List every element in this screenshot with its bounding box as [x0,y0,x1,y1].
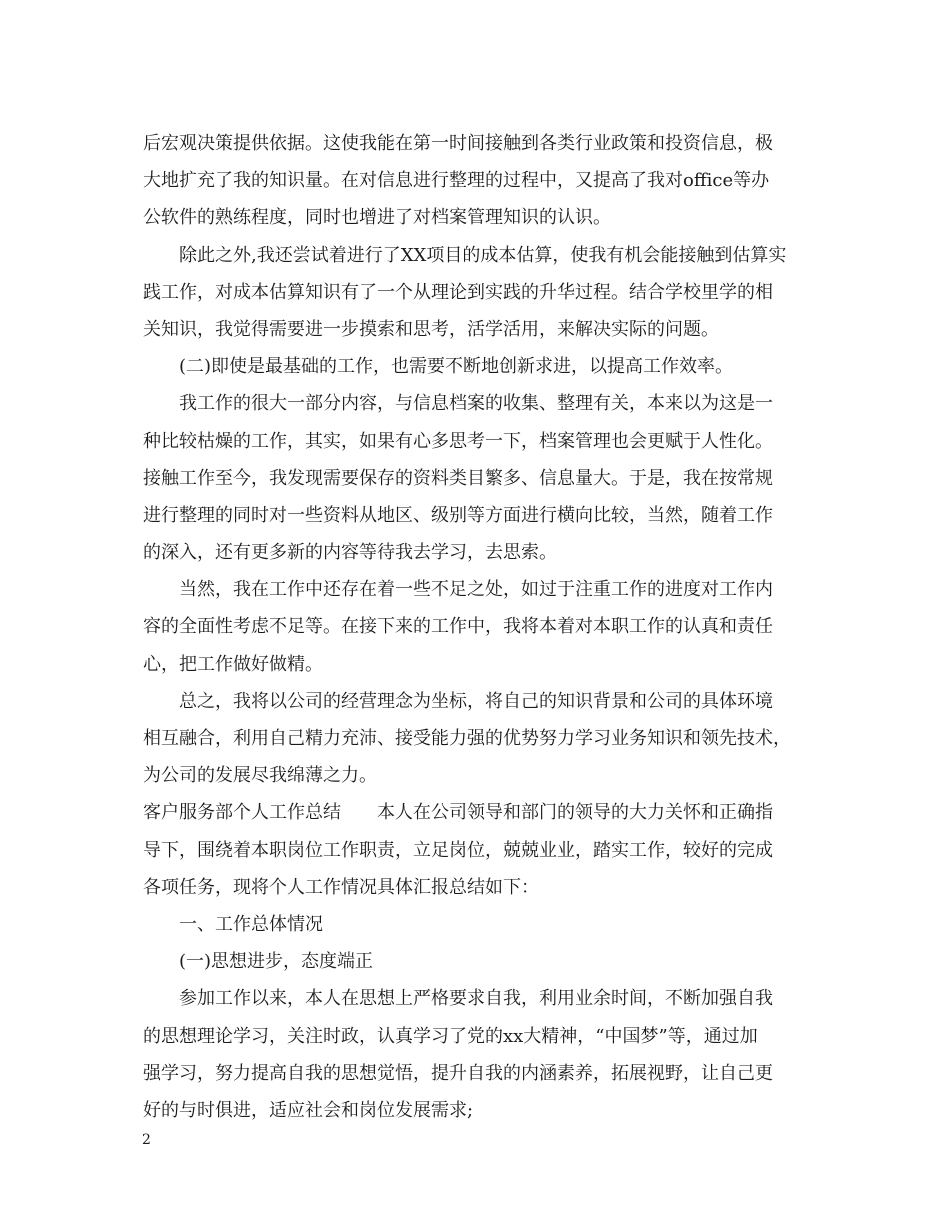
text-line: 我工作的很大一部分内容，与信息档案的收集、整理有关，本来以为这是一 [179,393,773,415]
text-line: 强学习，努力提高自我的思想觉悟，提升自我的内涵素养，拓展视野，让自己更 [143,1062,773,1084]
text-line: 种比较枯燥的工作，其实，如果有心多思考一下，档案管理也会更赋于人性化。 [143,430,773,452]
text-line: 大地扩充了我的知识量。在对信息进行整理的过程中，又提高了我对office等办 [143,170,770,192]
text-line: 总之，我将以公司的经营理念为坐标，将自己的知识背景和公司的具体环境 [179,690,773,712]
text-line: 相互融合，利用自己精力充沛、接受能力强的优势努力学习业务知识和领先技术， [143,728,791,749]
text-line: 容的全面性考虑不足等。在接下来的工作中，我将本着对本职工作的认真和责任 [143,616,773,638]
text-line: 进行整理的同时对一些资料从地区、级别等方面进行横向比较，当然，随着工作 [143,504,773,526]
text-line: 公软件的熟练程度，同时也增进了对档案管理知识的认识。 [143,207,611,229]
section-heading: (一)思想进步，态度端正 [179,951,374,973]
text-line: 好的与时俱进，适应社会和岗位发展需求; [143,1099,474,1121]
text-line: 参加工作以来，本人在思想上严格要求自我，利用业余时间，不断加强自我 [179,988,773,1010]
text-line: 各项任务，现将个人工作情况具体汇报总结如下： [143,876,539,898]
text-line: 后宏观决策提供依据。这使我能在第一时间接触到各类行业政策和投资信息，极 [143,133,773,154]
text-line: 的思想理论学习，关注时政，认真学习了党的xx大精神，“中国梦”等，通过加 [143,1025,758,1047]
text-line: 为公司的发展尽我绵薄之力。 [143,765,377,787]
text-line: 当然，我在工作中还存在着一些不足之处，如过于注重工作的进度对工作内 [179,579,773,601]
section-heading: 一、工作总体情况 [179,913,323,935]
text-line: 导下，围绕着本职岗位工作职责，立足岗位，兢兢业业，踏实工作，较好的完成 [143,839,773,861]
text-line: 的深入，还有更多新的内容等待我去学习，去思索。 [143,542,557,564]
text-line: 接触工作至今，我发现需要保存的资料类目繁多、信息量大。于是，我在按常规 [143,467,773,489]
page-number: 2 [142,1132,151,1148]
text-line: 关知识，我觉得需要进一步摸索和思考，活学活用，来解决实际的问题。 [143,318,719,340]
text-line: 心，把工作做好做精。 [143,653,323,675]
section-heading: (二)即使是最基础的工作，也需要不断地创新求进，以提高工作效率。 [179,356,734,378]
text-line: 践工作，对成本估算知识有了一个从理论到实践的升华过程。结合学校里学的相 [143,281,773,303]
text-line: 除此之外,我还尝试着进行了XX项目的成本估算，使我有机会能接触到估算实 [179,244,787,266]
document-body [143,125,815,1129]
document-title-line: 客户服务部个人工作总结 本人在公司领导和部门的领导的大力关怀和正确指 [143,802,773,824]
